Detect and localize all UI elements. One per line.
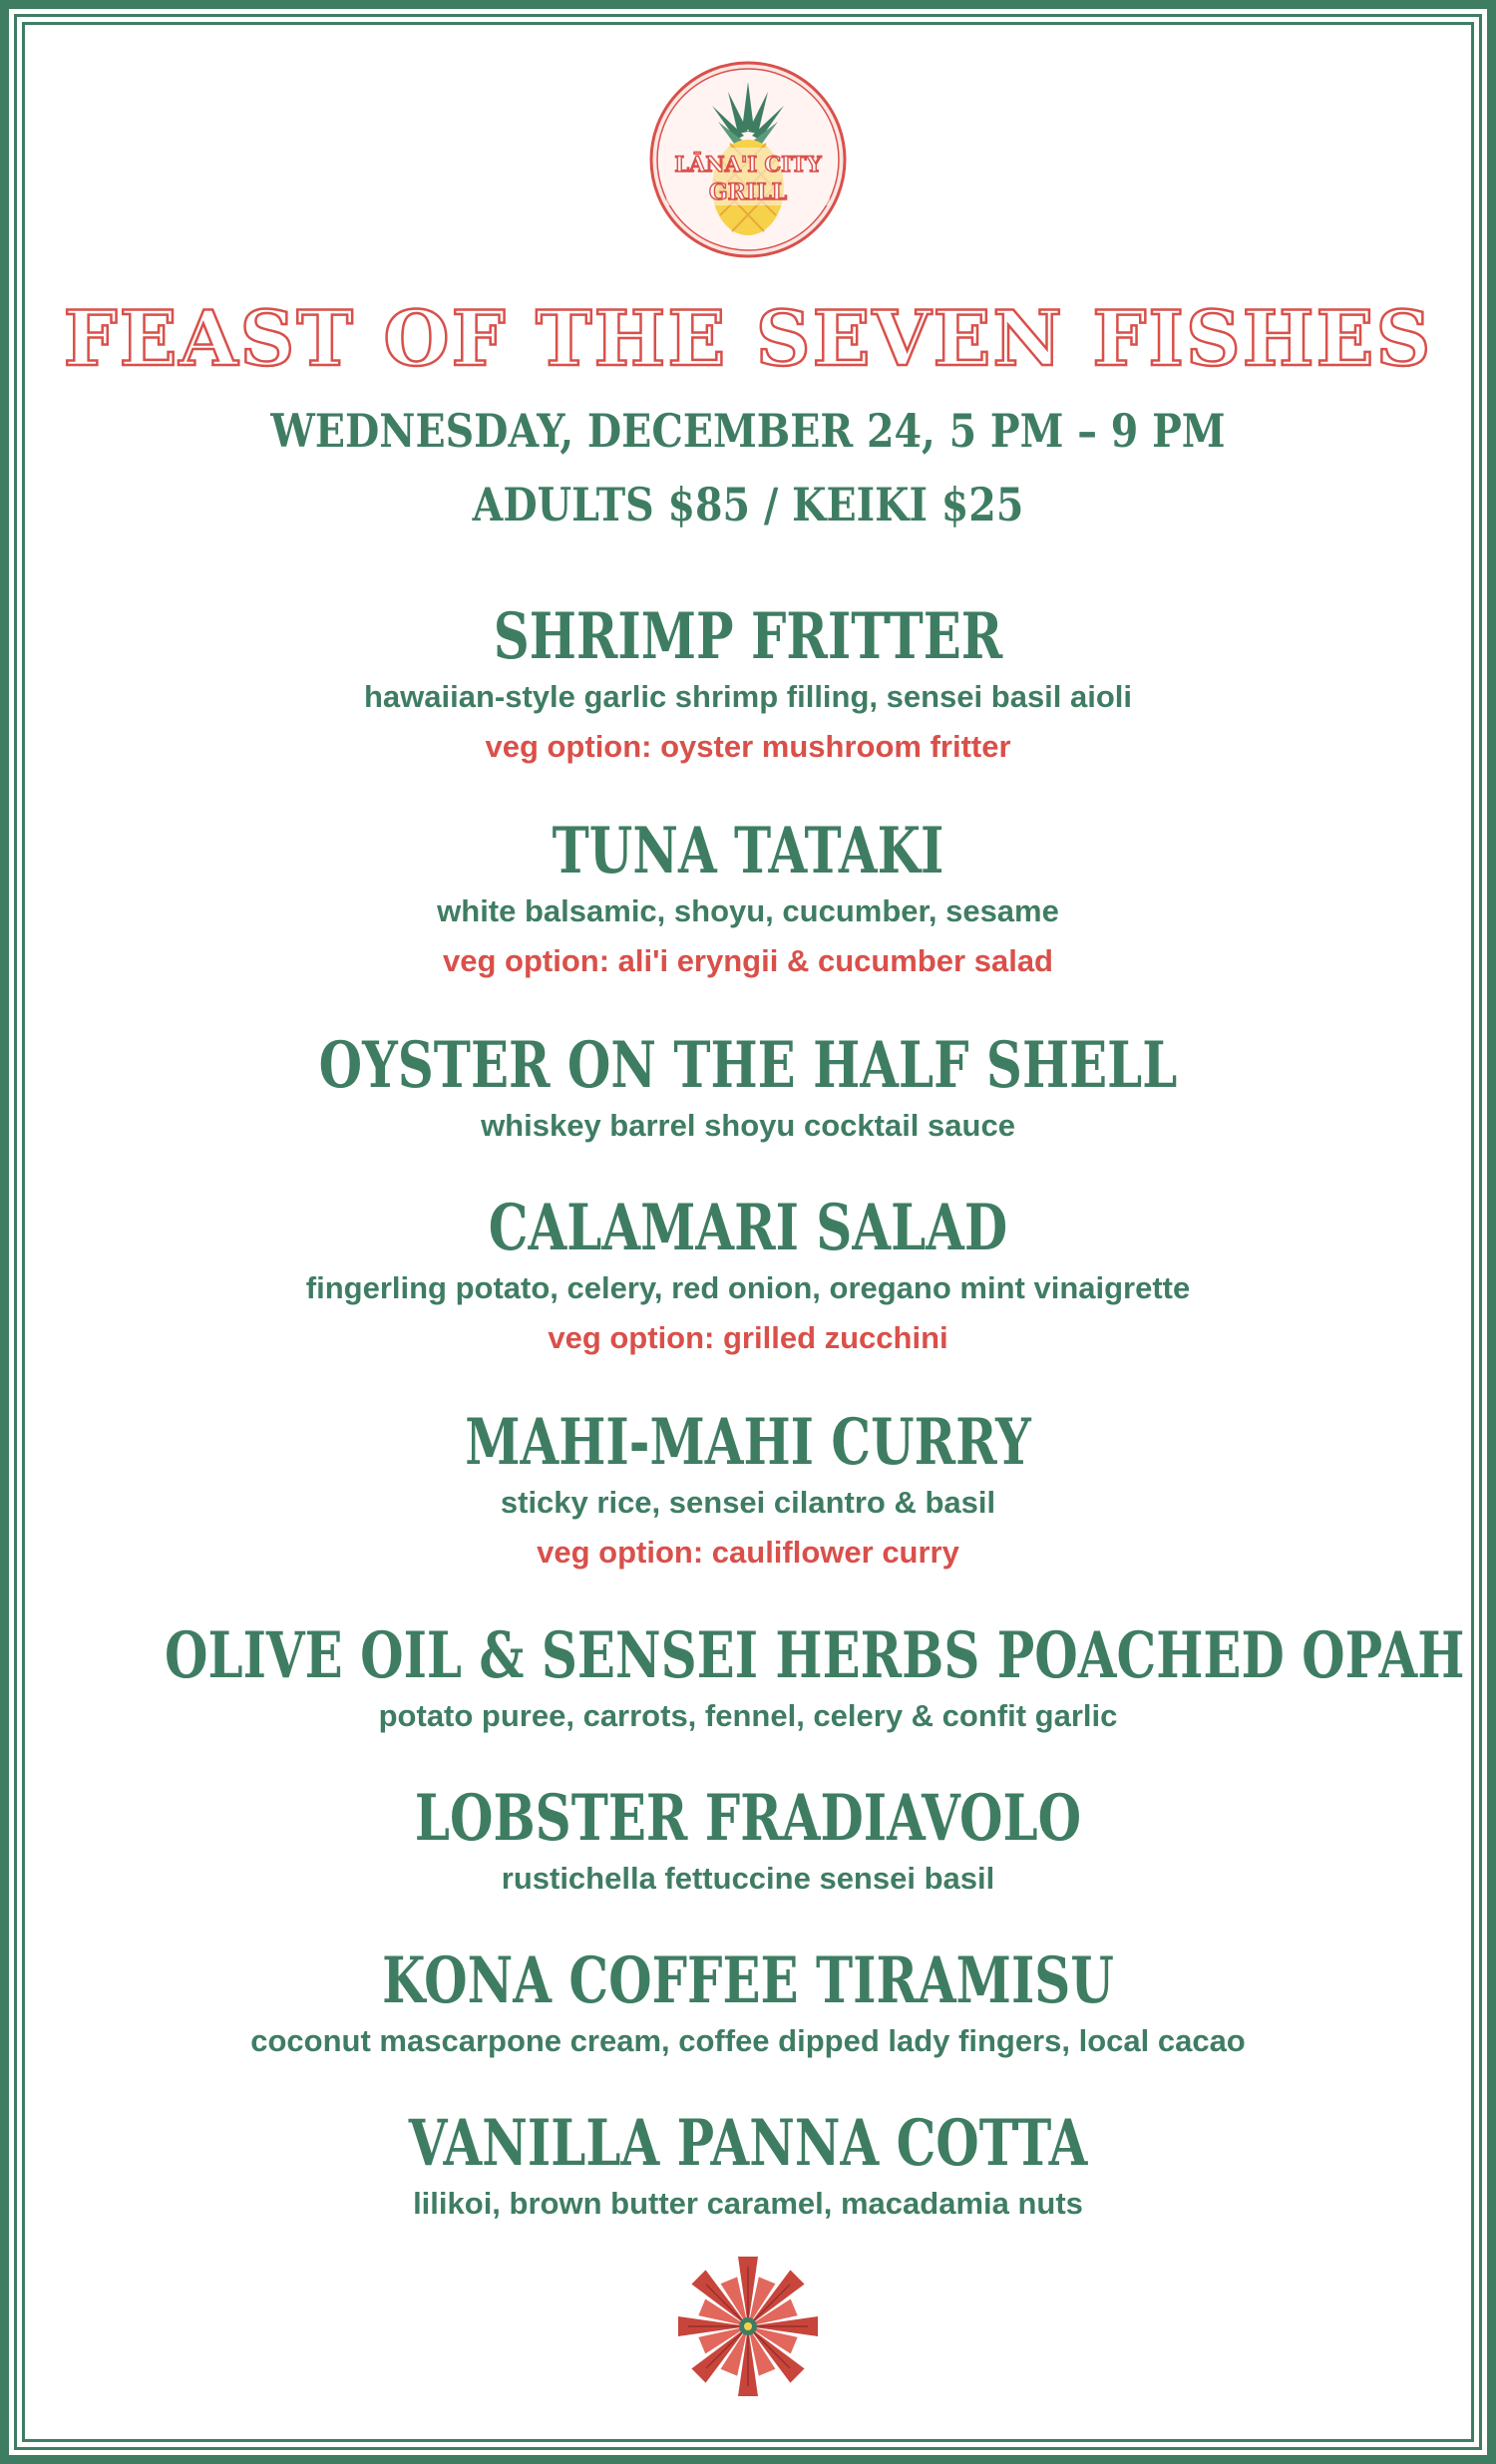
course-item bbox=[0, 2105, 1496, 2225]
course-veg-option: veg option: cauliflower curry bbox=[537, 1535, 959, 1570]
course-description: potato puree, carrots, fennel, celery & confit garlic bbox=[378, 1698, 1118, 1733]
logo-text-line1: LĀNA'I CITY bbox=[674, 152, 822, 176]
course-description: hawaiian-style garlic shrimp filling, sensei basil aioli bbox=[363, 679, 1133, 714]
poinsettia-decoration bbox=[668, 2252, 828, 2401]
course-name: KONA COFFEE TIRAMISU bbox=[382, 1943, 1114, 2018]
course-name: CALAMARI SALAD bbox=[488, 1191, 1008, 1265]
poinsettia-icon bbox=[668, 2252, 828, 2401]
event-price: ADULTS $85 / KEIKI $25 bbox=[472, 478, 1024, 531]
course-item bbox=[0, 1027, 1496, 1147]
course-item bbox=[0, 1190, 1496, 1359]
course-veg-option: veg option: ali'i eryngii & cucumber salad bbox=[442, 943, 1053, 978]
course-name: VANILLA PANNA COTTA bbox=[408, 2106, 1088, 2181]
course-name: MAHI-MAHI CURRY bbox=[465, 1405, 1031, 1480]
course-item bbox=[0, 1780, 1496, 1900]
course-description: rustichella fettuccine sensei basil bbox=[501, 1861, 995, 1896]
course-item bbox=[0, 1942, 1496, 2062]
course-item bbox=[0, 813, 1496, 982]
course-name: OLIVE OIL & SENSEI HERBS POACHED OPAH bbox=[165, 1618, 1465, 1693]
course-item bbox=[0, 598, 1496, 768]
course-description: coconut mascarpone cream, coffee dipped lady fingers, local cacao bbox=[250, 2023, 1246, 2058]
logo-text-line2: GRILL bbox=[708, 179, 788, 205]
course-description: fingerling potato, celery, red onion, oregano mint vinaigrette bbox=[305, 1270, 1191, 1305]
course-name: TUNA TATAKI bbox=[552, 814, 944, 888]
course-description: whiskey barrel shoyu cocktail sauce bbox=[481, 1108, 1015, 1143]
course-veg-option: veg option: oyster mushroom fritter bbox=[485, 729, 1011, 764]
restaurant-logo bbox=[648, 60, 848, 259]
course-description: sticky rice, sensei cilantro & basil bbox=[500, 1485, 996, 1520]
course-name: SHRIMP FRITTER bbox=[493, 599, 1003, 674]
course-veg-option: veg option: grilled zucchini bbox=[548, 1320, 948, 1355]
course-description: white balsamic, shoyu, cucumber, sesame bbox=[437, 893, 1059, 928]
course-description: lilikoi, brown butter caramel, macadamia nuts bbox=[413, 2186, 1083, 2221]
course-item bbox=[0, 1404, 1496, 1574]
course-item bbox=[0, 1617, 1496, 1737]
page-title: FEAST OF THE SEVEN FISHES bbox=[63, 294, 1433, 383]
event-date-time: WEDNESDAY, DECEMBER 24, 5 PM – 9 PM bbox=[270, 404, 1226, 458]
course-name: LOBSTER FRADIAVOLO bbox=[414, 1781, 1082, 1856]
course-name: OYSTER ON THE HALF SHELL bbox=[318, 1028, 1178, 1103]
pineapple-logo-icon bbox=[648, 60, 848, 259]
